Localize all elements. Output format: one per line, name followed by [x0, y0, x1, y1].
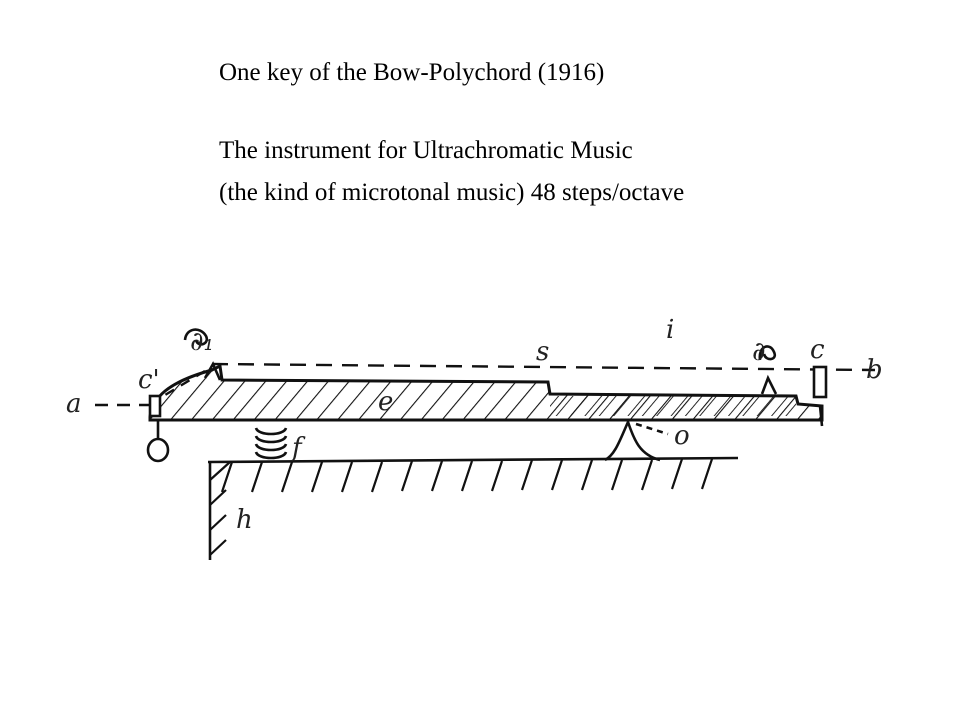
- label-s: s: [536, 337, 550, 367]
- label-e: e: [378, 387, 394, 417]
- description-line-1: The instrument for Ultrachromatic Music: [219, 137, 633, 164]
- label-o: o: [674, 421, 690, 451]
- description-line-2: (the kind of microtonal music) 48 steps/octave: [219, 179, 685, 206]
- label-h: h: [236, 505, 253, 535]
- slide-title: One key of the Bow-Polychord (1916): [219, 59, 605, 86]
- label-d: ∂: [752, 337, 766, 367]
- bow-contact: [605, 422, 668, 460]
- label-b: b: [866, 355, 883, 385]
- label-a: a: [66, 389, 82, 419]
- label-d1: ∂₁: [190, 327, 214, 357]
- label-c: c: [810, 335, 825, 365]
- base-frame: [208, 458, 738, 560]
- label-i: i: [666, 315, 675, 345]
- spring: [256, 428, 286, 458]
- label-c-prime: c': [138, 365, 160, 395]
- label-f: f: [292, 433, 302, 463]
- key-body: [150, 366, 822, 420]
